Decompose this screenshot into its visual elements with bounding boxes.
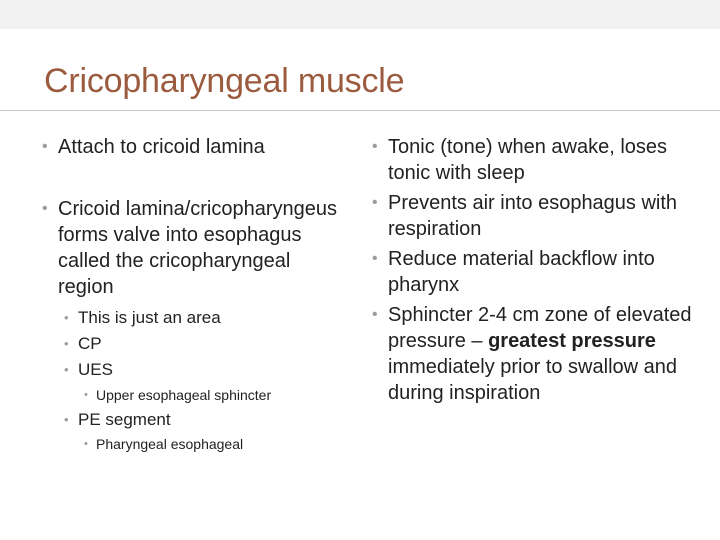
sub-sub-bullet-text: Upper esophageal sphincter bbox=[96, 387, 272, 403]
sub-bullet-text: PE segment bbox=[78, 410, 171, 429]
bullet-item bbox=[372, 134, 692, 186]
left-column bbox=[42, 134, 342, 455]
right-column bbox=[372, 134, 692, 406]
bullet-icon: • bbox=[64, 336, 69, 351]
bullet-item bbox=[372, 190, 692, 242]
bullet-text: Tonic (tone) when awake, loses tonic with sleep bbox=[388, 136, 668, 184]
bullet-icon: • bbox=[64, 362, 69, 377]
bullet-icon: • bbox=[84, 438, 88, 450]
sub-bullet-item bbox=[64, 358, 342, 382]
bullet-icon: • bbox=[64, 310, 69, 325]
bullet-icon: • bbox=[42, 138, 48, 155]
bullet-item bbox=[42, 196, 342, 300]
sub-bullet-text: CP bbox=[78, 334, 102, 353]
sub-sub-bullet-item bbox=[84, 384, 342, 406]
bullet-text: Attach to cricoid lamina bbox=[58, 136, 265, 158]
bullet-icon: • bbox=[372, 250, 378, 267]
bullet-text-part: immediately prior to swallow and during inspiration bbox=[388, 356, 678, 404]
top-band bbox=[0, 0, 720, 29]
sub-sub-bullet-text: Pharyngeal esophageal bbox=[96, 436, 244, 452]
sub-bullet-item bbox=[64, 332, 342, 356]
sub-bullet-text: UES bbox=[78, 360, 113, 379]
bullet-icon: • bbox=[372, 138, 378, 155]
bullet-item bbox=[372, 246, 692, 298]
bullet-icon: • bbox=[84, 389, 88, 401]
title-divider bbox=[0, 110, 720, 111]
bullet-text-part: Sphincter 2-4 cm zone of elevated pressure – bbox=[388, 304, 692, 352]
bullet-icon: • bbox=[64, 412, 69, 427]
bullet-icon: • bbox=[372, 306, 378, 323]
bullet-text: Cricoid lamina/cricopharyngeus forms valve into esophagus called the cricopharyngeal region bbox=[58, 198, 338, 298]
bullet-icon: • bbox=[372, 194, 378, 211]
bullet-text: Reduce material backflow into pharynx bbox=[388, 248, 655, 296]
bullet-item bbox=[42, 134, 342, 160]
sub-bullet-item bbox=[64, 306, 342, 330]
bullet-icon: • bbox=[42, 200, 48, 217]
sub-bullet-text: This is just an area bbox=[78, 308, 221, 327]
bullet-text bbox=[388, 304, 692, 404]
bullet-item bbox=[372, 302, 692, 406]
sub-bullet-item bbox=[64, 408, 342, 432]
slide-title: Cricopharyngeal muscle bbox=[44, 62, 405, 100]
sub-sub-bullet-item bbox=[84, 433, 342, 455]
bold-emphasis: greatest pressure bbox=[488, 330, 656, 352]
bullet-text: Prevents air into esophagus with respiration bbox=[388, 192, 678, 240]
